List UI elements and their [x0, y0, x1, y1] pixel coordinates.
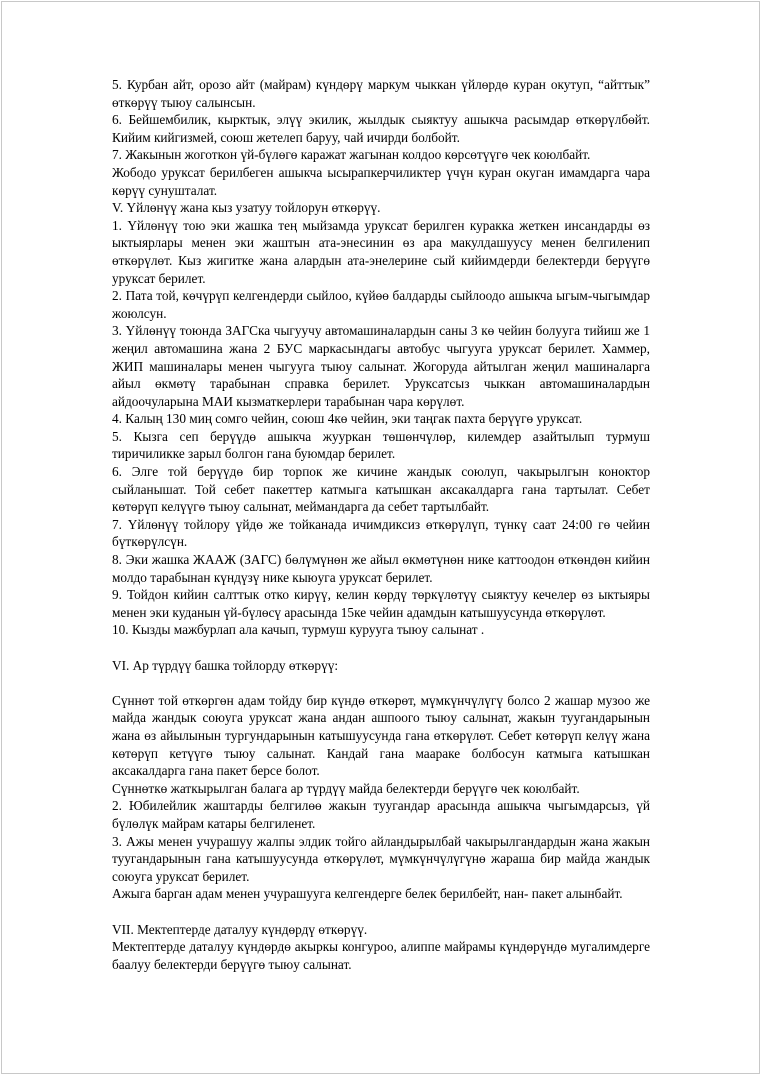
section-heading: VI. Ар түрдүү башка тойлорду өткөрүү: [112, 657, 339, 673]
paragraph: 6. Элге той берүүдө бир торпок же кичине жандык союлуп, чакырылгын коноктор сыйланышат. Той себет пакеттер катмыга катышкан аксакалдарга гана тартылат. Себет көтөрүп келүүгө тыюу салынат, меймандарга да себет тартылбайт. [112, 464, 650, 515]
paragraph: 9. Тойдон кийин салттык отко кирүү, келин көрдү төркүлөтүү сыяктуу кечелер өз ыктыяры менен эки куданын үй-бүлөсү арасында 15ке чейин адамдын катышуусунда өткөрүлөт. [112, 587, 650, 620]
paragraph: 3. Үйлөнүү тоюнда ЗАГСка чыгуучу автомашиналардын саны 3 кө чейин болууга тийиш же 1 жеңил автомашина жана 2 БУС маркасындагы автобус чыгууга уруксат берилет. Хаммер, ЖИП машиналары менен чыгууга тыюу салынат. Жогоруда айтылган жеңил машиналарга айыл өкмөтү тарабынан справка берилет. Уруксатсыз чыккан автомашиналардын айдоочуларына МАИ кызматкерлери тарабынан чара көрүлөт. [112, 323, 650, 409]
paragraph: 3. Ажы менен учурашуу жалпы элдик тойго айландырылбай чакырылгандардын жана жакын туугандарынын гана катышуусунда өткөрүлөт, мүмкүнчүлүгүнө жараша бир майда жандык союуга уруксат берилет. [112, 833, 650, 884]
paragraph: 10. Кызды мажбурлап ала качып, турмуш курууга тыюу салынат . [112, 622, 485, 638]
section-heading: VII. Мектептерде даталуу күндөрдү өткөрүү. [112, 921, 368, 937]
blank-line [112, 903, 650, 921]
paragraph: 2. Юбилейлик жаштарды белгилөө жакын туугандар арасында ашыкча чыгымдарсыз, үй бүлөлүк майрам катары белгиленет. [112, 798, 650, 831]
paragraph: Сүннөт той өткөргөн адам тойду бир күндө өткөрөт, мүмкүнчүлүгү болсо 2 жашар музоо же майда жандык союуга уруксат жана андан ашпоого тыюу салынат, жакын туугандарынын жана өз айылынын тургундарынын катышуусунда гана өткөрүлөт. Себет көтөрүп келүү жана көтөрүп кетүүгө тыюу салынат. Кандай гана маараке болбосун катмыга катышкан аксакалдарга гана пакет берсе болот. [112, 692, 650, 779]
blank-line [112, 674, 650, 692]
paragraph: 7. Жакынын жоготкон үй-бүлөгө каражат жагынан колдоо көрсөтүүгө чек коюлбайт. [112, 147, 591, 163]
paragraph: Мектептерде даталуу күндөрдө акыркы конгуроо, алиппе майрамы күндөрүндө мугалимдерге баалуу белектерди берүүгө тыюу салынат. [112, 939, 650, 972]
paragraph: 1. Үйлөнүү тою эки жашка тең мыйзамда уруксат берилген куракка жеткен инсандарды өз ыктыярлары менен эки жаштын ата-энесинин өз ара макулдашуусу менен белгиленип өткөрүлөт. Кыз жигитке жана алардын ата-энелерине сый кийимдерди белектерди берүүгө уруксат берилет. [112, 217, 650, 286]
paragraph: Ажыга барган адам менен учурашууга келгендерге белек берилбейт, нан- пакет алынбайт. [112, 886, 623, 902]
paragraph: 6. Бейшембилик, кырктык, элүү экилик, жылдык сыяктуу ашыкча расымдар өткөрүлбөйт. Кийим кийгизмей, союш жетелеп баруу, чай ичирди болбойт. [112, 112, 650, 145]
paragraph: 4. Калың 130 миң сомго чейин, союш 4кө чейин, эки таңгак пахта берүүгө уруксат. [112, 411, 583, 427]
paragraph: 7. Үйлөнүү тойлору үйдө же тойканада ичимдиксиз өткөрүлүп, түнкү саат 24:00 гө чейин бүткөрүлсүн. [112, 516, 650, 550]
paragraph: Жободо уруксат берилбеген ашыкча ысырапкерчиликтер үчүн куран окуган имамдарга чара көрүү сунушталат. [112, 164, 650, 198]
paragraph: 8. Эки жашка ЖААЖ (ЗАГС) бөлүмүнөн же айыл өкмөтүнөн нике каттоодон өткөндөн кийин молдо тарабынан күндүзү нике кыюуга уруксат берилет. [112, 552, 650, 585]
paragraph: 2. Пата той, көчүрүп келгендерди сыйлоо, күйөө балдарды сыйлоодо ашыкча ыгым-чыгымдар жоюлсун. [112, 288, 650, 321]
document-page [112, 76, 650, 973]
paragraph: Сүннөткө жаткырылган балага ар түрдүү майда белектерди берүүгө чек коюлбайт. [112, 780, 580, 796]
section-heading: V. Үйлөнүү жана кыз узатуу тойлорун өткөрүү. [112, 200, 381, 216]
paragraph: 5. Курбан айт, орозо айт (майрам) күндөрү маркум чыккан үйлөрдө куран окутуп, “айттык” өткөрүү тыюу салынсын. [112, 77, 650, 110]
blank-line [112, 639, 650, 657]
paragraph: 5. Кызга сеп берүүдө ашыкча жууркан төшөнчүлөр, килемдер азайтылып турмуш тиричиликке зарыл болгон гана буюмдар берилет. [112, 428, 650, 462]
